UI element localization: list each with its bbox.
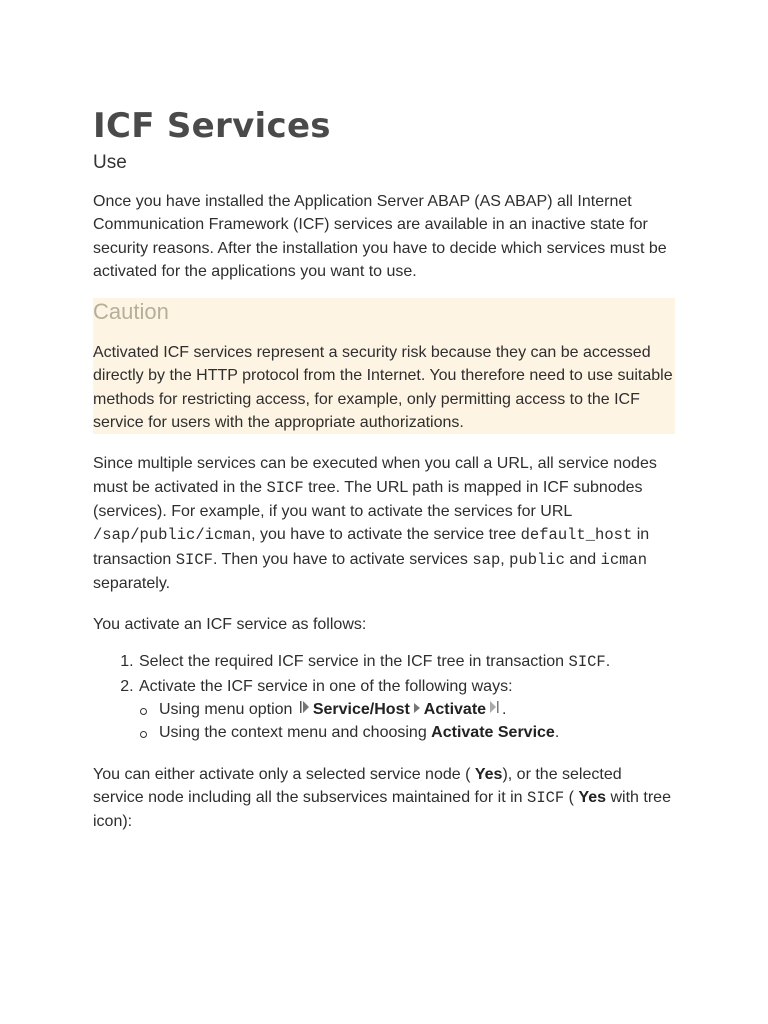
code-sicf: SICF	[266, 478, 304, 497]
method-item-menu	[159, 698, 675, 721]
activation-intro-paragraph: You activate an ICF service as follows:	[93, 616, 367, 634]
step-end: .	[605, 653, 611, 671]
text-run: (	[564, 789, 579, 807]
caution-title: Caution	[93, 299, 169, 325]
code-sicf: SICF	[568, 653, 606, 672]
step-item-2	[138, 675, 675, 745]
service-nodes-paragraph	[93, 452, 675, 595]
menu-path-end-icon	[489, 698, 499, 721]
text-run: ), or the selected service node including all the subservices maintained for it in	[93, 765, 622, 807]
menu-option-activate: Activate	[423, 701, 487, 719]
step-item-1	[138, 650, 675, 674]
method-item-context-menu	[159, 721, 675, 744]
step-text: Select the required ICF service in the ICF tree in transaction	[139, 653, 569, 671]
context-menu-activate-service: Activate Service	[431, 724, 555, 742]
step-text: Activate the ICF service in one of the following ways:	[139, 677, 513, 695]
text-run: tree. The URL path is mapped in ICF subnodes (services). For example, if you want to activate the services for URL	[93, 478, 643, 520]
text-run: . Then you have to activate services	[212, 550, 473, 568]
yes-with-tree-label: Yes	[578, 789, 607, 807]
activation-methods-list	[139, 698, 675, 745]
method-text: Using menu option	[159, 701, 297, 719]
menu-path-start-icon	[300, 698, 310, 721]
section-heading-use: Use	[93, 152, 127, 173]
activation-options-paragraph	[93, 763, 675, 834]
text-run: Since multiple services can be executed when you call a URL, all service nodes must be activated in the	[93, 455, 657, 496]
menu-path-separator-icon	[413, 698, 421, 721]
caution-box	[93, 298, 675, 434]
yes-label: Yes	[474, 765, 503, 783]
intro-paragraph: Once you have installed the Application Server ABAP (AS ABAP) all Internet Communication Framework (ICF) services are available in an inactive state for security reasons. After the installation you have to decide which services must be activated for the applications you want to use.	[93, 193, 667, 280]
caution-text: Activated ICF services represent a security risk because they can be accessed directly by the HTTP protocol from the Internet. You therefore need to use suitable methods for restricting access, for example, only permitting access to the ICF service for users with the appropriate authorizations.	[93, 344, 673, 432]
code-sicf: SICF	[175, 550, 213, 569]
menu-option-service-host: Service/Host	[312, 701, 410, 719]
code-public: public	[509, 550, 565, 569]
text-run: , you have to activate the service tree	[251, 526, 521, 544]
text-run: and	[564, 550, 601, 568]
document-content	[93, 104, 675, 834]
activation-steps-list	[93, 650, 675, 744]
text-run: in transaction	[93, 526, 650, 568]
code-sap: sap	[472, 550, 501, 569]
code-sicf: SICF	[527, 789, 565, 808]
code-url-path: /sap/public/icman	[93, 526, 252, 545]
code-icman: icman	[600, 550, 648, 569]
method-text: Using the context menu and choosing	[159, 724, 432, 742]
text-run: You can either activate only a selected service node (	[93, 765, 475, 783]
text-run: with tree icon):	[93, 789, 671, 831]
page-title: ICF Services	[93, 106, 331, 146]
code-default-host: default_host	[520, 526, 633, 545]
method-end: .	[554, 724, 560, 742]
text-run: separately.	[93, 574, 171, 592]
method-end: .	[502, 701, 507, 719]
text-run: ,	[500, 550, 510, 568]
